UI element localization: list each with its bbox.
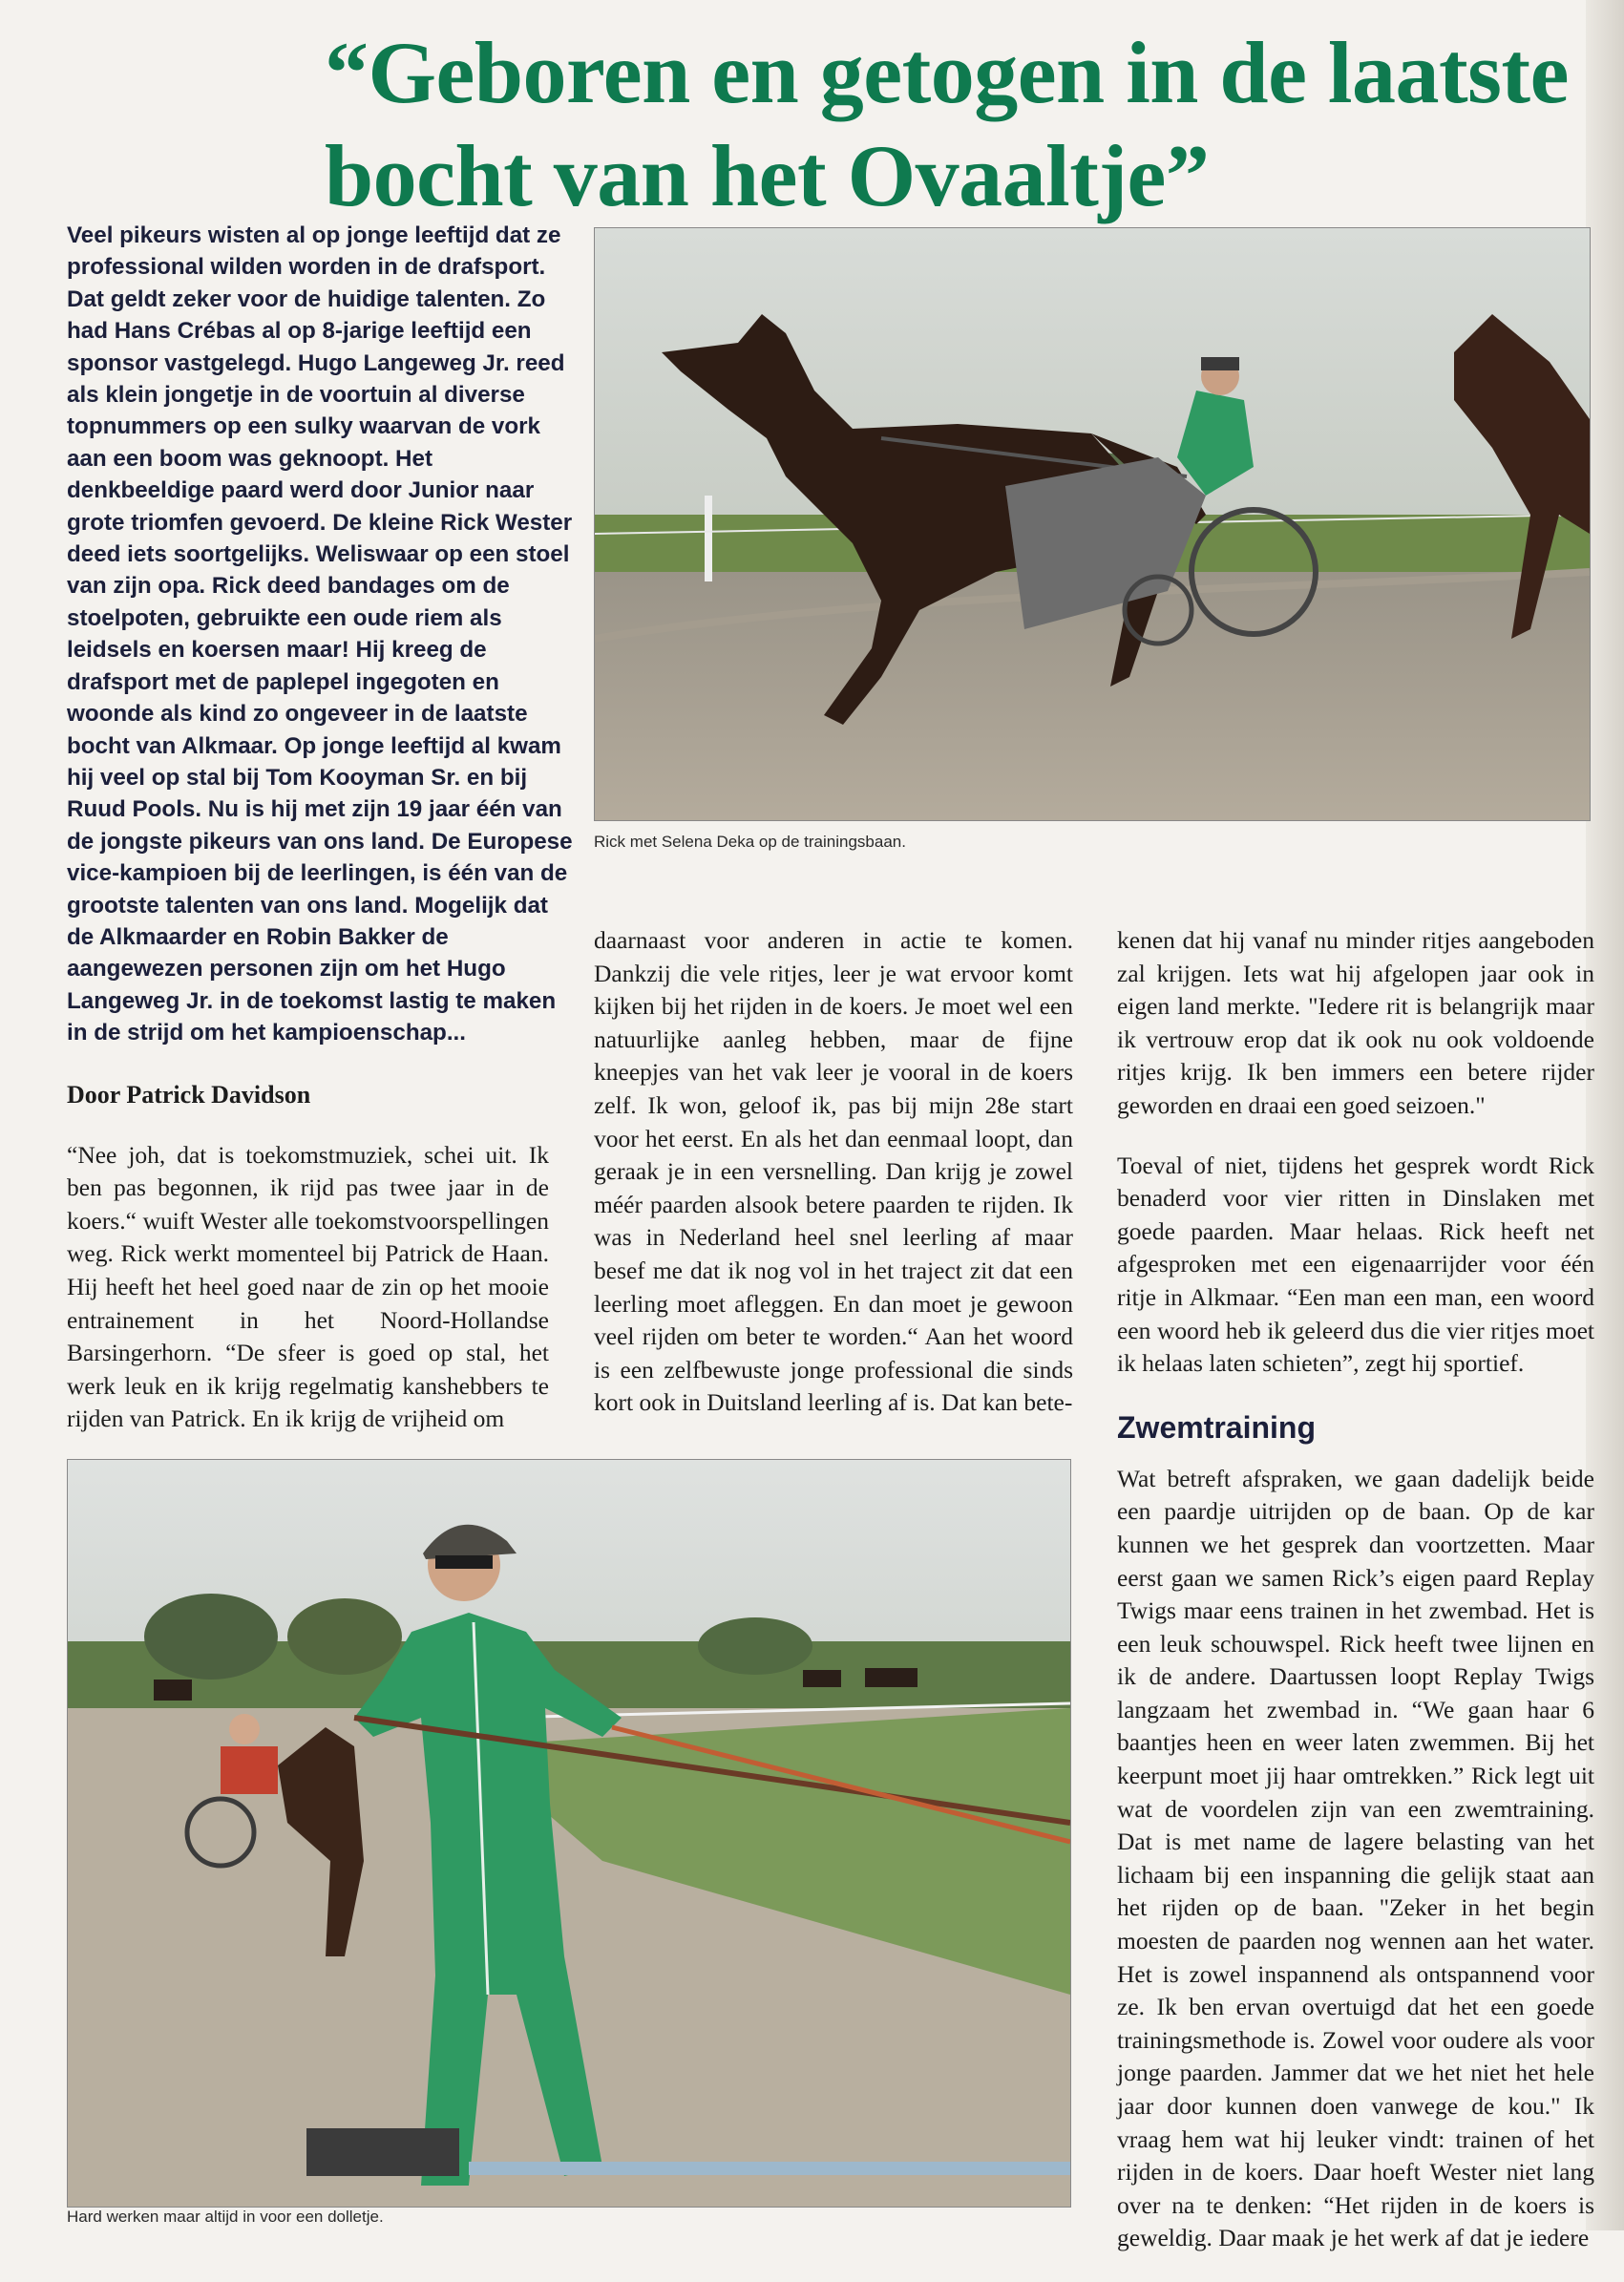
- body-paragraph: Wat betreft afspraken, we gaan dadelijk beide een paardje uitrijden op de baan. Op de kar kunnen we het gesprek dan voortzetten. Maar eerst gaan we samen Rick’s eigen paard Replay Twigs maar eens trainen in het zwembad. Het is een leuk schouwspel. Rick heeft twee lijnen en ik de andere. Daartussen loopt Replay Twigs langzaam het zwembad in. “We gaan haar 6 baantjes heen en weer laten zwemmen. Bij het keerpunt moet jij haar omtrekken.” Rick legt uit wat de voordelen zijn van een zwemtraining. Dat is met name de lagere belasting van het lichaam bij een inspanning die gelijk staat aan het rijden op de baan. "Zeker in het begin moesten de paarden nog wennen aan het water. Het is zowel inspannend als ontspannend voor ze. Ik ben ervan overtuigd dat het een goede trainingsmethode is. Zowel voor oudere als voor jonge paarden. Jammer dat we het niet het hele jaar door kunnen doen vanwege de kou." Ik vraag hem wat hij leuker vindt: trainen of het rijden in de koers. Daar hoeft Wester niet lang over na te denken: “Het rijden in de koers is geweldig. Daar maak je het werk af dat je iedere: [1117, 1464, 1594, 2252]
- photo1-caption: Rick met Selena Deka op de trainingsbaan.: [594, 833, 906, 851]
- byline: Door Patrick Davidson: [67, 1081, 311, 1109]
- lead-paragraph: Veel pikeurs wisten al op jonge leeftijd dat ze professional wilden worden in de drafsport. Dat geldt zeker voor de huidige talenten. Zo had Hans Crébas al op 8-jarige leeftijd een sponsor vastgelegd. Hugo Langeweg Jr. reed als klein jongetje in de voortuin al diverse topnummers op een sulky waarvan de vork aan een boom was geknoopt. Het denkbeeldige paard werd door Junior naar grote triomfen gevoerd. De kleine Rick Wester deed iets soortgelijks. Weliswaar op een stoel van zijn opa. Rick deed bandages om de stoelpoten, gebruikte een oude riem als leidsels en koersen maar! Hij kreeg de drafsport met de paplepel ingegoten en woonde als kind zo ongeveer in de laatste bocht van Alkmaar. Op jonge leeftijd al kwam hij veel op stal bij Tom Kooyman Sr. en bij Ruud Pools. Nu is hij met zijn 19 jaar één van de jongste pikeurs van ons land. De Europese vice-kampioen bij de leerlingen, is één van de grootste talenten van ons land. Mogelijk dat de Alkmaarder en Robin Bakker de aangewezen personen zijn om het Hugo Langeweg Jr. in de toekomst lastig te maken in de strijd om het kampioenschap...: [67, 222, 573, 1046]
- body-paragraph: daarnaast voor anderen in actie te komen. Dankzij die vele ritjes, leer je wat ervoor komt kijken bij het rijden in de koers. Je moet wel een natuurlijke aanleg hebben, maar de fijne kneepjes van het vak leer je vooral in de koers zelf. Ik won, geloof ik, pas bij mijn 28e start voor het eerst. En als het dan eenmaal loopt, dan geraak je in een versnelling. Dan krijg je zowel méér paarden alsook betere paarden te rijden. Ik was in Nederland heel snel leerling af maar besef me dat ik nog vol in het traject zit dat een leerling moet afleggen. En dan moet je gewoon veel rijden om beter te worden.“ Aan het woord is een zelfbewuste jonge professional die sinds kort ook in Duitsland leerling af is. Dat kan bete-: [594, 926, 1073, 1417]
- section-subhead: Zwemtraining: [1117, 1409, 1317, 1445]
- photo-rick-smiling: [67, 1459, 1071, 2208]
- photo2-caption: Hard werken maar altijd in voor een dolletje.: [67, 2208, 384, 2226]
- column-right: [1117, 924, 1594, 2282]
- body-paragraph: Toeval of niet, tijdens het gesprek wordt Rick benaderd voor vier ritten in Dinslaken met goede paarden. Maar helaas. Rick heeft net afgesproken met een eigenaarrijder voor één ritje in Alkmaar. “Een man een man, een woord een woord heb ik geleerd dus die vier ritjes moet ik helaas laten schieten”, zegt hij sportief.: [1117, 1151, 1594, 1378]
- column-left: [67, 1079, 549, 1463]
- body-paragraph: “Nee joh, dat is toekomstmuziek, schei uit. Ik ben pas begonnen, ik rijd pas twee jaar in de koers.“ wuift Wester alle toekomstvoorspellingen weg. Rick werkt momenteel bij Patrick de Haan. Hij heeft het heel goed naar de zin op het mooie entrainement in het Noord-Hollandse Barsingerhorn. “De sfeer is goed op stal, het werk leuk en ik krijg regelmatig kanshebbers te rijden van Patrick. En ik krijg de vrijheid om: [67, 1140, 549, 1433]
- headline: “Geboren en getogen in de laatste bocht van het Ovaaltje”: [325, 24, 1569, 224]
- body-paragraph: kenen dat hij vanaf nu minder ritjes aangeboden zal krijgen. Iets wat hij afgelopen jaar ook in eigen land merkte. "Iedere rit is belangrijk maar ik vertrouw erop dat ik ook nu ook voldoende ritjes krijg. Ik ben immers een betere rijder geworden en draai een goed seizoen.": [1117, 926, 1594, 1119]
- photo-rick-training: [594, 227, 1591, 821]
- column-middle: [594, 924, 1073, 1447]
